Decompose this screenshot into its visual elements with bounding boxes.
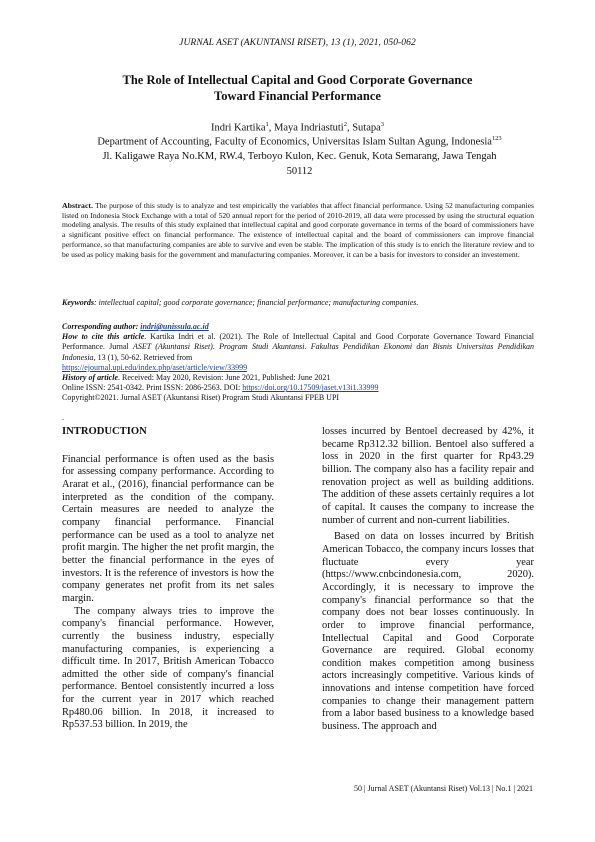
corresponding-label: Corresponding author: bbox=[62, 322, 141, 331]
author-sup: 3 bbox=[380, 121, 385, 128]
corresponding-email-link[interactable]: indri@unissula.ac.id bbox=[140, 322, 209, 331]
keywords bbox=[62, 298, 534, 308]
author-name: Maya Indriastuti bbox=[274, 122, 344, 134]
affiliation bbox=[62, 132, 537, 179]
article-meta bbox=[62, 322, 534, 404]
corresponding-author bbox=[62, 322, 534, 332]
title-line-2: Toward Financial Performance bbox=[214, 89, 381, 103]
citation: How to cite this article. Kartika Indri et al. (2021). The Role of Intellectual Capital and Good Corporate Governance Toward Financial Performance. Jurnal ASET (Akuntansi Riset). Program Studi Akuntansi. Fakultas Pendidikan Ekonomi dan Bisnis Universitas Pendidikan Indonesia, 13 (1), 50-62. Retrieved from https://ejournal.upi.edu/index.php/aset/article/view/33999 bbox=[62, 332, 534, 372]
article-url-link[interactable]: https://ejournal.upi.edu/index.php/aset/article/view/33999 bbox=[62, 362, 248, 372]
affiliation-line-3: 50112 bbox=[286, 165, 313, 177]
history-label: History of article bbox=[62, 373, 118, 383]
keywords-label: Keywords bbox=[62, 298, 94, 307]
article-title bbox=[40, 72, 555, 104]
paragraph: Financial performance is often used as the basis for assessing company performance. According to Ararat et al., (2016), financial performance can be interpreted as the condition of the company. Certain measures are needed to analyze the company financial performance. Financial performance can be used as a tool to analyze net profit margin. The higher the net profit margin, the better the financial performance in the eyes of investors. It is the reference of investors is how the company generates net profit from its net sales margin. bbox=[62, 453, 274, 604]
body-column-left bbox=[62, 426, 274, 732]
abstract-label: Abstract. bbox=[62, 201, 93, 210]
paragraph: losses incurred by Bentoel decreased by 42%, it became Rp312.32 billion. Bentoel also suffered a loss in 2020 in the first quarter for Rp43.29 billion. The company also has a facility repair and renovation project as well as building additions. The addition of these assets certainly requires a lot of capital. It causes the company to increase the number of current and non-current liabilities. bbox=[322, 426, 534, 526]
paragraph: The company always tries to improve the company's financial performance. However, currently the business industry, especially manufacturing companies, is experiencing a difficult time. In 2017, British American Tobacco admitted the other side of company's financial performance. Bentoel consistently incurred a loss for the current year in 2017 which reached Rp480.06 billion. In 2018, it increased to Rp537.53 billion. In 2019, the bbox=[62, 605, 274, 731]
affiliation-sup: 123 bbox=[491, 135, 502, 142]
abstract-text: The purpose of this study is to analyze and test empirically the variables that affect financial performance. Using 52 manufacturing companies listed on Indonesia Stock Exchange with a total of 520 annual report for the period of 2010-2019, all data were processed by using the structural equation modeling analysis. The results of this study explained that intellectual capital and good corporate governance in terms of the board of commissioners have a significant positive effect on financial performance. The existence of intellectual capital and the board of commissioners can improve financial performance, so that manufacturing companies are able to survive and even be stable. The implication of this study is to enrich the literature review and to be used as policy making basis for the government and manufacturing companies. Moreover, it can be a basis for investors to consider an investement. bbox=[62, 201, 534, 259]
body-column-right bbox=[322, 426, 534, 734]
section-heading-introduction: INTRODUCTION bbox=[62, 426, 147, 437]
affiliation-line-2: Jl. Kaligawe Raya No.KM, RW.4, Terboyo Kulon, Kec. Genuk, Kota Semarang, Jawa Tengah bbox=[102, 151, 497, 162]
affiliation-line-1: Department of Accounting, Faculty of Economics, Universitas Islam Sultan Agung, Indonesia$^{123}$ bbox=[97, 135, 502, 148]
copyright: Copyright©2021. Jurnal ASET (Akuntansi Riset) Program Studi Akuntansi FPEB UPI bbox=[62, 393, 340, 403]
abstract bbox=[62, 201, 534, 259]
separator-dot: . bbox=[62, 413, 64, 422]
page-footer: 50 | Jurnal ASET (Akuntansi Riset) Vol.13 | No.1 | 2021 bbox=[353, 784, 533, 793]
cite-label: How to cite this article bbox=[62, 332, 145, 342]
paragraph: Based on data on losses incurred by British American Tobacco, the company incurs losses that fluctuate every year (https://www.cnbcindonesia.com, 2020). Accordingly, it is necessary to improve the company's financial performance so that the company does not bear losses continuously. In order to improve financial performance, Intellectual Capital and Good Corporate Governance are required. Global economy condition makes competition among business actors increasingly competitive. Various kinds of innovations and intense competition have forced companies to change their management pattern from a labor based business to a knowledge based business. The approach and bbox=[322, 531, 534, 733]
issn-doi: Online ISSN: 2541-0342. Print ISSN: 2086-2563. DOI: https://doi.org/10.17509/jaset.v13i1.33999 bbox=[62, 383, 379, 393]
author-name: Sutapa bbox=[352, 122, 381, 134]
author-name: Indri Kartika bbox=[210, 122, 266, 134]
keywords-text: : intellectual capital; good corporate governance; financial performance; manufacturing companies. bbox=[94, 298, 419, 307]
doi-link[interactable]: https://doi.org/10.17509/jaset.v13i1.33999 bbox=[242, 383, 379, 393]
author-sup: 2 bbox=[343, 121, 347, 128]
title-line-1: The Role of Intellectual Capital and Good Corporate Governance bbox=[122, 73, 473, 87]
author-sup: 1 bbox=[265, 121, 269, 128]
author-list: Indri Kartika$^1$, Maya Indriastuti$^2$, Sutapa$^3$ bbox=[210, 121, 385, 134]
history: History of article. Received: May 2020, Revision: June 2021, Published: June 2021 bbox=[62, 373, 331, 383]
journal-header: JURNAL ASET (AKUNTANSI RISET), 13 (1), 2021, 050-062 bbox=[179, 38, 416, 48]
